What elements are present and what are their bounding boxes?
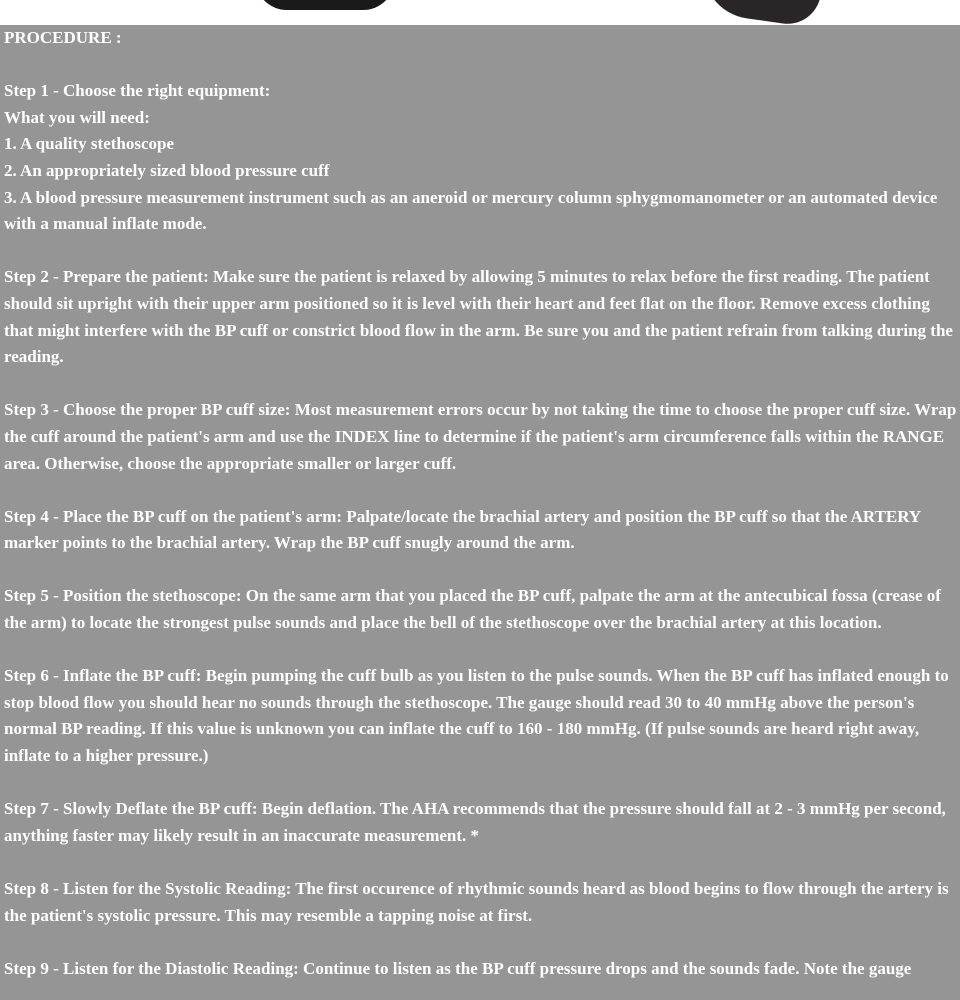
step-5: Step 5 - Position the stethoscope: On the same arm that you placed the BP cuff, palpate the arm at the antecubical fossa (crease of the arm) to locate the strongest pulse sounds and place the bell of the stethoscope over the brachial artery at this location. bbox=[4, 586, 941, 633]
step-4: Step 4 - Place the BP cuff on the patient's arm: Palpate/locate the brachial artery and position the BP cuff so that the ARTERY marker points to the brachial artery. Wrap the BP cuff snugly around the arm. bbox=[4, 506, 921, 553]
step-1-item: 1. A quality stethoscope bbox=[4, 134, 175, 154]
step-3: Step 3 - Choose the proper BP cuff size: Most measurement errors occur by not taking the time to choose the proper cuff size. Wrap the cuff around the patient's arm and use the INDEX line to determine if the patient's arm circumference falls within the RANGE area. Otherwise, choose the appropriate smaller or larger cuff. bbox=[4, 400, 957, 473]
step-6: Step 6 - Inflate the BP cuff: Begin pumping the cuff bulb as you listen to the pulse sounds. When the BP cuff has inflated enough to stop blood flow you should hear no sounds through the stethoscope. The gauge should read 30 to 40 mmHg above the person's normal BP reading. If this value is unknown you can inflate the cuff to 160 - 180 mmHg. (If pulse sounds are heard right away, inflate to a higher pressure.) bbox=[4, 666, 949, 766]
step-2: Step 2 - Prepare the patient: Make sure the patient is relaxed by allowing 5 minutes to relax before the first reading. The patient should sit upright with their upper arm positioned so it is level with their heart and feet flat on the floor. Remove excess clothing that might interfere with the BP cuff or constrict blood flow in the arm. Be sure you and the patient refrain from talking during the reading. bbox=[4, 267, 953, 367]
step-1-item: 2. An appropriately sized blood pressure cuff bbox=[4, 160, 330, 180]
step-1-item: 3. A blood pressure measurement instrument such as an aneroid or mercury column sphygmomanometer or an automated device with a manual inflate mode. bbox=[4, 187, 938, 234]
stethoscope-tubing-image bbox=[255, 0, 395, 10]
step-1-need: What you will need: bbox=[4, 107, 150, 127]
equipment-photo bbox=[0, 0, 960, 25]
procedure-heading: PROCEDURE : bbox=[4, 28, 122, 47]
bp-cuff-image bbox=[697, 0, 823, 25]
step-1 bbox=[4, 78, 960, 238]
step-7: Step 7 - Slowly Deflate the BP cuff: Begin deflation. The AHA recommends that the pressure should fall at 2 - 3 mmHg per second, anything faster may likely result in an inaccurate measurement. * bbox=[4, 799, 946, 845]
step-9: Step 9 - Listen for the Diastolic Reading: Continue to listen as the BP cuff pressure drops and the sounds fade. Note the gauge bbox=[4, 958, 912, 978]
procedure-text-block bbox=[0, 25, 960, 1000]
step-1-title: Step 1 - Choose the right equipment: bbox=[4, 81, 271, 101]
step-8: Step 8 - Listen for the Systolic Reading: The first occurence of rhythmic sounds heard as blood begins to flow through the artery is the patient's systolic pressure. This may resemble a tapping noise at first. bbox=[4, 879, 949, 925]
